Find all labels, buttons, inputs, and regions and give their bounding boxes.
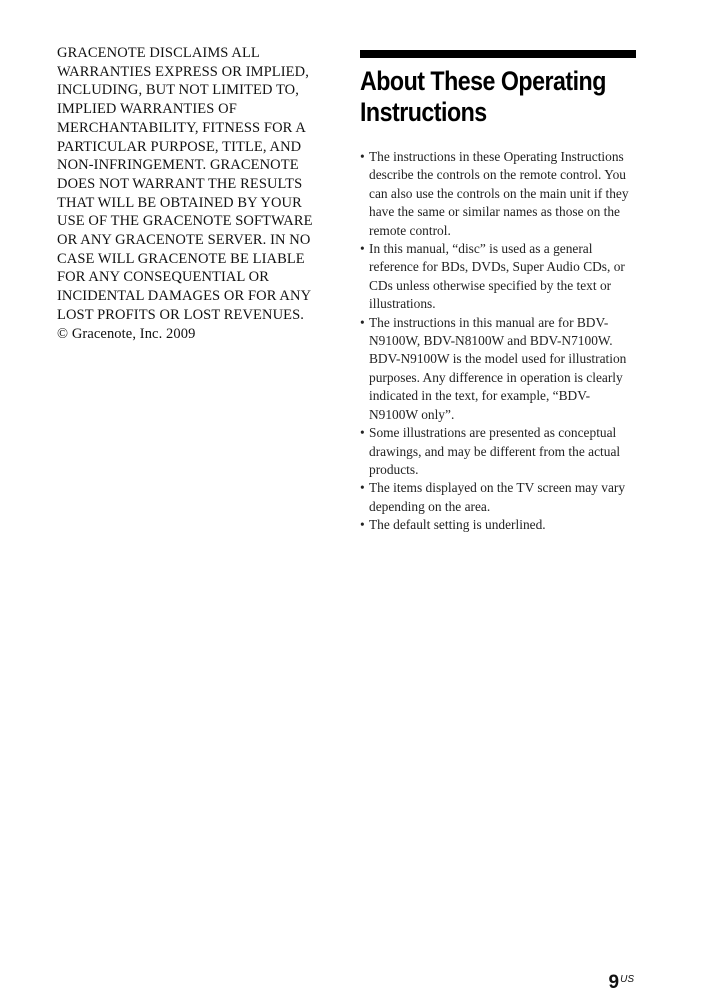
instructions-bullet-list [360,148,636,535]
bullet-icon: • [360,517,365,533]
bullet-icon: • [360,241,365,257]
copyright-text: © Gracenote, Inc. 2009 [57,325,196,342]
bullet-item [360,314,636,424]
bullet-item [360,516,636,534]
gracenote-disclaimer-column [57,44,329,343]
disclaimer-text: GRACENOTE DISCLAIMS ALL WARRANTIES EXPRESS OR IMPLIED, INCLUDING, BUT NOT LIMITED TO, IMPLIED WARRANTIES OF MERCHANTABILITY, FITNESS FOR A PARTICULAR PURPOSE, TITLE, AND NON-INFRINGEMENT. GRACENOTE DOES NOT WARRANT THE RESULTS THAT WILL BE OBTAINED BY YOUR USE OF THE GRACENOTE SOFTWARE OR ANY GRACENOTE SERVER. IN NO CASE WILL GRACENOTE BE LIABLE FOR ANY CONSEQUENTIAL OR INCIDENTAL DAMAGES OR FOR ANY LOST PROFITS OR LOST REVENUES. [57,45,313,323]
bullet-item [360,148,636,240]
bullet-text: The items displayed on the TV screen may vary depending on the area. [369,480,626,514]
page-number [609,972,634,994]
bullet-text: The instructions in this manual are for BDV-N9100W, BDV-N8100W and BDV-N7100W. BDV-N9100W is the model used for illustration purposes. Any difference in operation is clearly indicated in the text, for example, “BDV-N9100W only”. [369,314,627,422]
bullet-text: The default setting is underlined. [369,517,546,533]
bullet-icon: • [360,149,365,164]
bullet-text: In this manual, “disc” is used as a general reference for BDs, DVDs, Super Audio CDs, or CDs unless otherwise specified by the text or illustrations. [369,241,625,312]
bullet-item [360,240,636,314]
heading-rule [360,50,636,58]
page-number-value: 9 [608,972,620,993]
bullet-item [360,479,636,516]
bullet-item [360,424,636,479]
bullet-text: The instructions in these Operating Instructions describe the controls on the remote control. You can also use the controls on the main unit if they have the same or similar names as those on the remote control. [369,149,629,238]
bullet-icon: • [360,314,365,330]
bullet-icon: • [360,480,365,496]
page-region-suffix: US [620,974,634,985]
about-instructions-section [360,50,636,535]
section-heading: About These Operating Instructions [360,66,606,127]
bullet-text: Some illustrations are presented as conceptual drawings, and may be different from the actual products. [369,425,621,477]
bullet-icon: • [360,425,365,441]
